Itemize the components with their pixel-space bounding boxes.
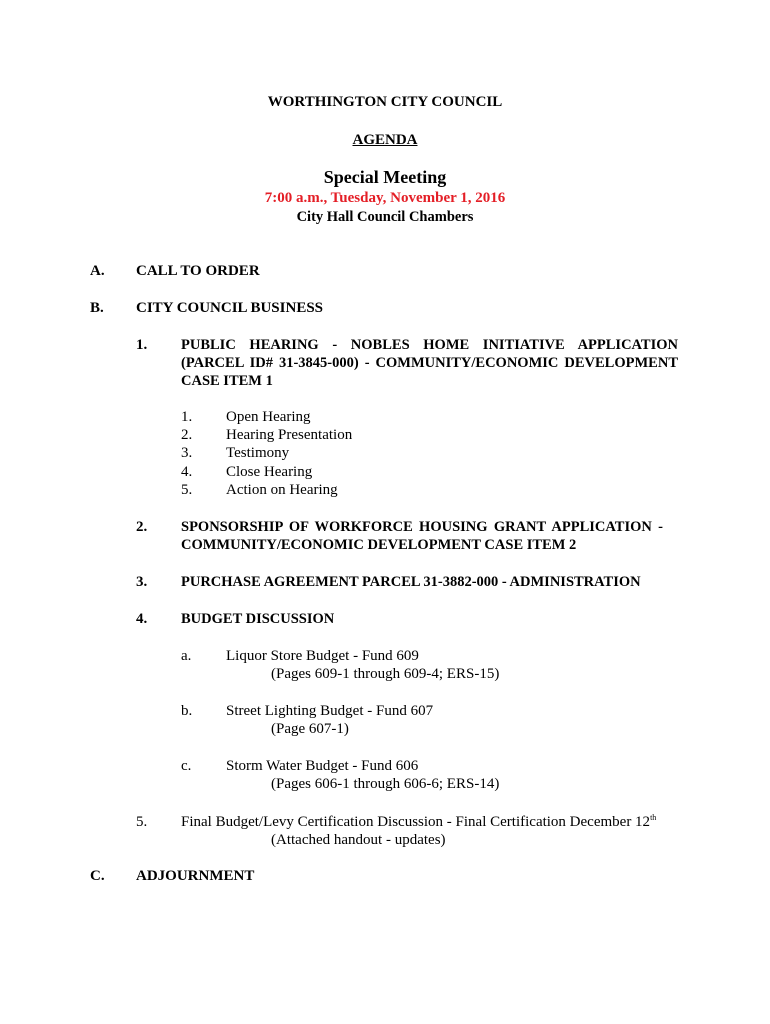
section-c-title: ADJOURNMENT <box>136 868 255 884</box>
meeting-datetime: 7:00 a.m., Tuesday, November 1, 2016 <box>264 190 506 206</box>
subitem-title: Liquor Store Budget - Fund 609 <box>226 648 419 664</box>
item-1-number: 1. <box>136 337 148 353</box>
subitem-letter: a. <box>181 648 192 664</box>
subitem-title: Street Lighting Budget - Fund 607 <box>226 703 434 719</box>
item-1-line-2: (PARCEL ID# 31-3845-000) - COMMUNITY/ECONOMIC DEVELOPMENT <box>181 355 678 371</box>
step-text: Action on Hearing <box>226 482 338 498</box>
item-4-number: 4. <box>136 611 148 627</box>
agenda-heading <box>0 131 770 149</box>
item-2-number: 2. <box>136 519 148 535</box>
subitem-detail: (Pages 606-1 through 606-6; ERS-14) <box>271 776 500 792</box>
meeting-location: City Hall Council Chambers <box>296 209 474 225</box>
item-5-number: 5. <box>136 814 148 830</box>
item-2-line-1: SPONSORSHIP OF WORKFORCE HOUSING GRANT APPLICATION - <box>181 519 663 535</box>
item-4-text: BUDGET DISCUSSION <box>181 611 335 627</box>
step-number: 2. <box>181 427 193 443</box>
section-a-title: CALL TO ORDER <box>136 263 260 279</box>
subitem-detail: (Pages 609-1 through 609-4; ERS-15) <box>271 666 500 682</box>
item-5-title: Final Budget/Levy Certification Discussion - Final Certification December 12 <box>181 814 651 830</box>
item-2-line-2: COMMUNITY/ECONOMIC DEVELOPMENT CASE ITEM 2 <box>181 537 577 553</box>
agenda-label: AGENDA <box>352 132 418 148</box>
item-5-text <box>181 813 656 831</box>
item-5-detail: (Attached handout - updates) <box>271 832 446 848</box>
step-text: Hearing Presentation <box>226 427 353 443</box>
subitem-detail: (Page 607-1) <box>271 721 349 737</box>
item-3-text: PURCHASE AGREEMENT PARCEL 31-3882-000 - ADMINISTRATION <box>181 574 641 590</box>
step-number: 4. <box>181 464 193 480</box>
section-b-letter: B. <box>90 300 104 316</box>
meeting-type: Special Meeting <box>323 167 447 187</box>
section-c-letter: C. <box>90 868 105 884</box>
step-text: Close Hearing <box>226 464 313 480</box>
section-b-title: CITY COUNCIL BUSINESS <box>136 300 324 316</box>
subitem-letter: c. <box>181 758 192 774</box>
subitem-title: Storm Water Budget - Fund 606 <box>226 758 419 774</box>
item-5-superscript: th <box>650 813 657 822</box>
step-number: 3. <box>181 445 193 461</box>
section-a-letter: A. <box>90 263 105 279</box>
step-number: 1. <box>181 409 193 425</box>
item-3-number: 3. <box>136 574 148 590</box>
council-name: WORTHINGTON CITY COUNCIL <box>267 94 503 110</box>
item-1-line-1: PUBLIC HEARING - NOBLES HOME INITIATIVE APPLICATION <box>181 337 678 353</box>
subitem-letter: b. <box>181 703 193 719</box>
item-1-line-3: CASE ITEM 1 <box>181 373 273 389</box>
step-text: Open Hearing <box>226 409 311 425</box>
step-number: 5. <box>181 482 193 498</box>
step-text: Testimony <box>226 445 290 461</box>
